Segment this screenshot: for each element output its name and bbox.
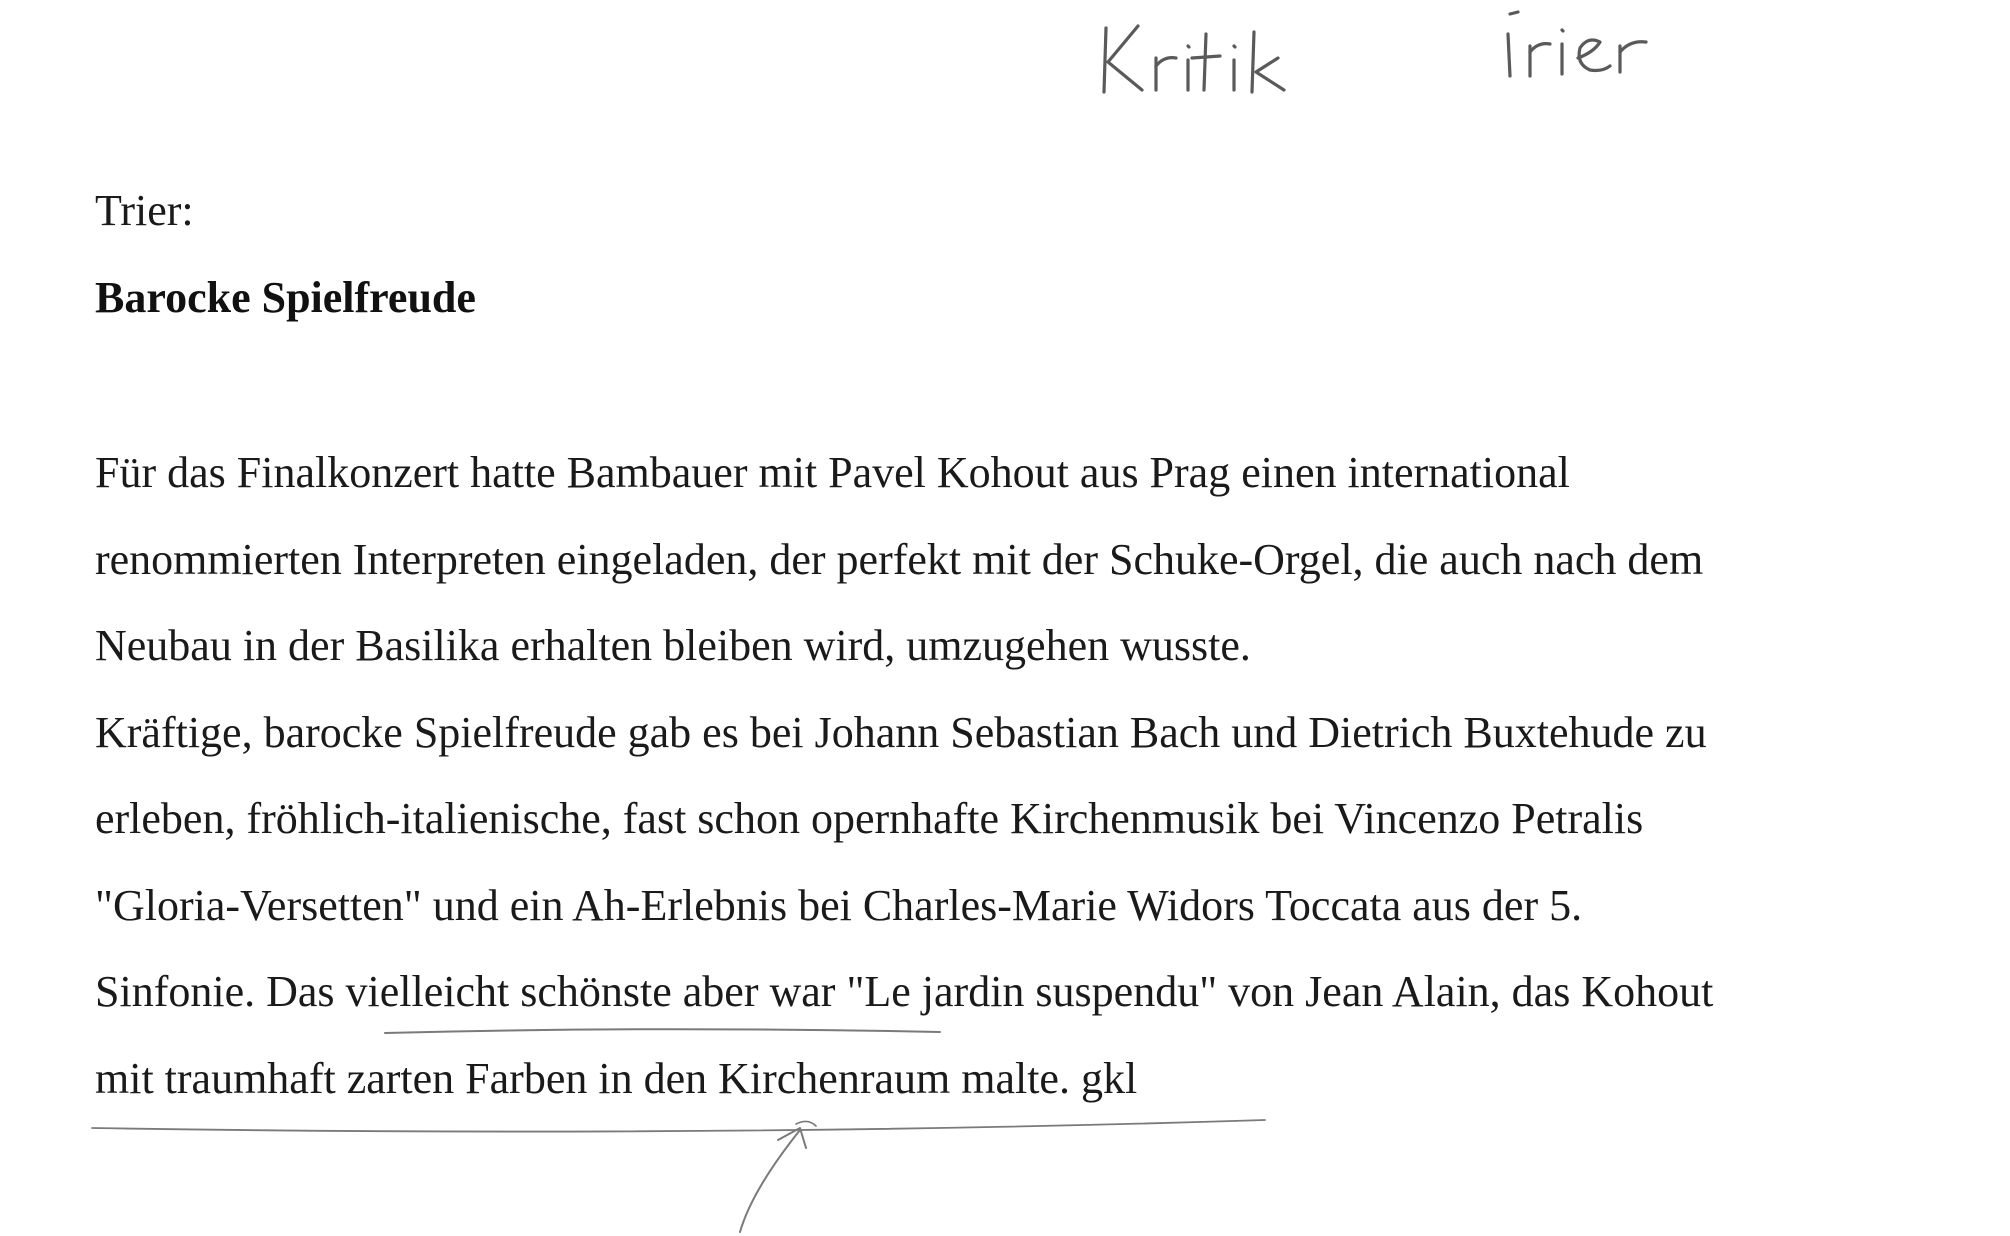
article-headline: Barocke Spielfreude [95, 273, 476, 322]
article-line: Neubau in der Basilika erhalten bleiben wird, umzugehen wusste. [95, 621, 1251, 670]
handwritten-annotation [1090, 0, 1710, 110]
article-body [95, 430, 1975, 1122]
pencil-arrow-head [778, 1128, 806, 1148]
article-line: Sinfonie. Das vielleicht schönste aber war "Le jardin suspendu" von Jean Alain, das Kohout [95, 967, 1714, 1016]
dateline: Trier: [95, 186, 194, 235]
article-line: mit traumhaft zarten Farben in den Kirchenraum malte. gkl [95, 1053, 1138, 1103]
article-line: "Gloria-Versetten" und ein Ah-Erlebnis bei Charles-Marie Widors Toccata aus der 5. [95, 880, 1583, 930]
article-line: Kräftige, barocke Spielfreude gab es bei Johann Sebastian Bach und Dietrich Buxtehude zu [95, 707, 1707, 757]
article-line: Für das Finalkonzert hatte Bambauer mit Pavel Kohout aus Prag einen international [95, 448, 1570, 497]
pencil-arrow-shaft [740, 1130, 800, 1232]
article-line: erleben, fröhlich-italienische, fast schon opernhafte Kirchenmusik bei Vincenzo Petralis [95, 794, 1644, 843]
article-line: renommierten Interpreten eingeladen, der perfekt mit der Schuke-Orgel, die auch nach dem [95, 534, 1704, 584]
